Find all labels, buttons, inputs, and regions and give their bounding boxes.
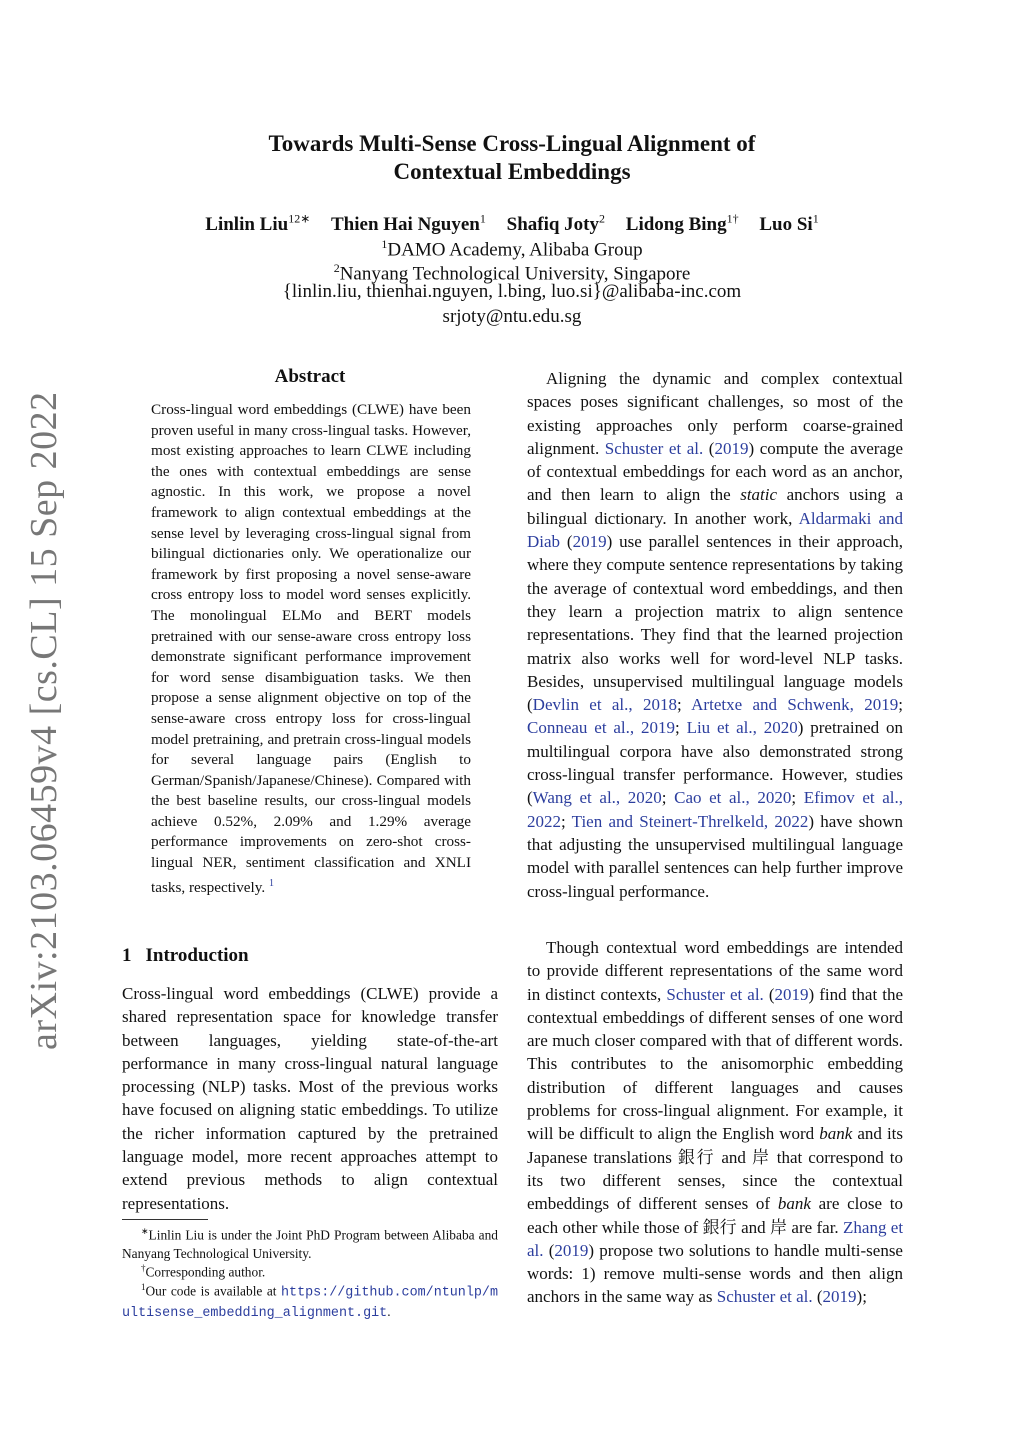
text: ) pretrained on multilingual corpora have also demonstrated strong cross-lingual transfer performance. However, studies ( — [527, 718, 903, 808]
abstract-heading: Abstract — [274, 366, 346, 387]
text: ) have shown that adjusting the unsupervised multilingual language model with parallel sentences can help further improve cross-lingual performance. — [527, 811, 903, 901]
arxiv-identifier: arXiv:2103.06459v4 [cs.CL] 15 Sep 2022 — [23, 391, 65, 1050]
author-emails: {linlin.liu, thienhai.nguyen, l.bing, luo.si}@alibaba-inc.com — [282, 281, 742, 302]
japanese-term: 岸 — [751, 1147, 771, 1167]
title-line-2: Contextual Embeddings — [393, 159, 631, 184]
conjunction: and — [741, 1217, 766, 1237]
abstract-body — [151, 400, 471, 898]
affiliation-text: Nanyang Technological University, Singapore — [339, 263, 691, 285]
author-marks: 1† — [726, 212, 739, 226]
text: Aligning the dynamic and complex contextual spaces poses significant challenges, so most of the existing approaches only perform coarse-grained alignment. — [527, 369, 903, 458]
author-marks: 2 — [599, 212, 606, 226]
section-title: Introduction — [145, 945, 249, 966]
text: anchors using a bilingual dictionary. In another work, — [527, 485, 904, 528]
footnote-ref[interactable]: 1 — [268, 877, 274, 889]
text: that correspond to its two different senses, since the contextual embeddings of different senses of — [527, 1147, 903, 1214]
footnote-text: Our code is available at — [145, 1283, 277, 1299]
right-paragraph-1: Aligning the dynamic and complex contextual spaces poses significant challenges, so most of the existing approaches only perform coarse-grained alignment. Schuster et al. (2019) compute the average of contextual embeddings for each word as an anchor, and then learn to align the static anchors using a bilingual dictionary. In another work, Aldarmaki and Diab (2019) use parallel sentences in their approach, where they compute sentence representations by taking the average of contextual word embeddings, and then they learn a projection matrix to align sentence representations. They find that the learned projection matrix also works well for word-level NLP tasks. Besides, unsupervised multilingual language models (Devlin et al., 2018; Artetxe and Schwenk, 2019; Conneau et al., 2019; Liu et al., 2020) pretrained on multilingual corpora have also demonstrated strong cross-lingual transfer performance. However, studies (Wang et al., 2020; Cao et al., 2020; Efimov et al., 2022; Tien and Steinert-Threlkeld, 2022) have shown that adjusting the unsupervised multilingual language model with parallel sentences can help further improve cross-lingual performance. — [527, 369, 904, 901]
citation-link[interactable]: Wang et al., 2020 — [532, 788, 662, 808]
citation-link[interactable]: Artetxe and Schwenk, 2019 — [691, 695, 899, 715]
citation-link[interactable]: Efimov et al., 2022 — [527, 788, 903, 831]
footnote-1 — [122, 1222, 498, 1264]
text: compute the average of contextual embeddings for each word as an anchor, and then learn to align the — [527, 438, 903, 505]
citation-link[interactable]: Aldarmaki and Diab — [527, 508, 903, 552]
japanese-term: 銀行 — [702, 1217, 737, 1237]
title-line-1: Towards Multi-Sense Cross-Lingual Alignment of — [268, 131, 756, 156]
text: are far. — [791, 1217, 839, 1237]
author-name: Linlin Liu — [205, 214, 289, 236]
text: use parallel sentences in their approach, where they compute sentence representations by taking the average of contextual word embeddings, and then they learn a projection matrix to align sentence representations. They find that the learned projection matrix also works well for word-level NLP tasks. Besides, unsupervised multilingual language models ( — [527, 532, 903, 715]
affiliation-mark: 2 — [333, 261, 340, 275]
right-paragraph-2: Though contextual word embeddings are intended to provide different representations of the same word in distinct contexts, Schuster et al. (2019) find that the contextual embeddings of different senses of one word are much closer compared with that of different words. This contributes to the anisomorphic embedding distribution of different languages and causes problems for cross-lingual alignment. For example, it will be difficult to align the English word bank and its Japanese translations 銀行 and 岸 that correspond to its two different senses, since the contextual embeddings of different senses of bank are close to each other while those of 銀行 and 岸 are far. Zhang et al. (2019) propose two solutions to handle multi-sense words: 1) remove multi-sense words and then align anchors in the same way as Schuster et al. (2019); — [527, 938, 904, 1307]
citation-link[interactable]: Zhang et al. — [527, 1217, 904, 1260]
citation-link[interactable]: Conneau et al., 2019 — [527, 718, 675, 738]
affiliation-mark: 1 — [381, 237, 388, 251]
footnote-text: Corresponding author. — [145, 1264, 266, 1280]
author-name: Luo Si — [759, 214, 813, 236]
author-marks: 12∗ — [288, 212, 311, 226]
citation-link[interactable]: Devlin et al., 2018 — [532, 695, 678, 715]
abstract-text: Cross-lingual word embeddings (CLWE) have been proven useful in many cross-lingual tasks. However, most existing approaches to learn CLWE including the ones with contextual embeddings are sense agnostic. In this work, we propose a novel framework to align contextual embeddings at the sense level by leveraging cross-lingual signal from bilingual dictionaries only. We operationalize our framework by first proposing a novel sense-aware cross entropy loss to model word senses explicitly. The monolingual ELMo and BERT models pretrained with our sense-aware cross entropy loss demonstrate significant performance improvement for word sense disambiguation tasks. We then propose a sense alignment objective on top of the sense-aware cross entropy loss for cross-lingual model pretraining, and pretrain cross-lingual models for several language pairs (English to German/Spanish/Japanese/Chinese). Compared with the best baseline results, our cross-lingual models achieve 0.52%, 2.09% and 1.29% average performance improvements on zero-shot cross-lingual NER, sentiment classification and XNLI tasks, respectively. — [151, 401, 471, 896]
author-name: Thien Hai Nguyen — [331, 214, 480, 236]
text: propose two solutions to handle multi-sense words: 1) remove multi-sense words and then align anchors in the same way as — [527, 1240, 903, 1307]
author-name: Shafiq Joty — [506, 214, 600, 236]
emphasis: static — [740, 485, 778, 505]
footnote-mark: ∗ — [141, 1226, 149, 1236]
text: find that the contextual embeddings of different senses of one word are much closer compared with that of different words. This contributes to the anisomorphic embedding distribution of different languages and causes problems for cross-lingual alignment. For example, it will be difficult to align the English word — [527, 984, 903, 1144]
footnote-text: Linlin Liu is under the Joint PhD Program between Alibaba and Nanyang Technological University. — [122, 1227, 498, 1262]
section-number: 1 — [122, 945, 132, 966]
footnote-divider — [122, 1219, 208, 1220]
footnote-3 — [122, 1278, 498, 1324]
affiliation-text: DAMO Academy, Alibaba Group — [387, 239, 643, 261]
citation-year-link[interactable]: 2019 — [714, 438, 749, 458]
text: Though contextual word embeddings are intended to provide different representations of the same word in distinct contexts, — [527, 938, 903, 1004]
citation-link[interactable]: Liu et al., 2020 — [686, 718, 798, 738]
citation-year-link[interactable]: 2019 — [572, 532, 607, 552]
author-email-secondary: srjoty@ntu.edu.sg — [442, 306, 582, 327]
author-name: Lidong Bing — [625, 214, 727, 236]
citation-year-link[interactable]: 2019 — [774, 984, 809, 1004]
intro-paragraph-1: Cross-lingual word embeddings (CLWE) provide a shared representation space for knowledge transfer between languages, yielding state-of-the-art performance in many cross-lingual natural language processing (NLP) tasks. Most of the previous works have focused on aligning static embeddings. To utilize the richer information captured by the pretrained language model, more recent approaches attempt to extend previous methods to align contextual representations. — [122, 984, 498, 1213]
citation-link[interactable]: Schuster et al. — [604, 438, 704, 458]
emphasis: bank — [819, 1124, 853, 1144]
author-marks: 1 — [812, 212, 819, 226]
conjunction: and — [721, 1147, 746, 1167]
japanese-term: 銀行 — [677, 1147, 716, 1167]
paper-title — [150, 130, 874, 186]
code-repository-link[interactable]: https://github.com/ntunlp/multisense_embedding_alignment.git — [122, 1285, 498, 1322]
citation-link[interactable]: Tien and Steinert-Threlkeld, 2022 — [571, 811, 809, 831]
footnote-end: . — [387, 1304, 391, 1320]
citation-link[interactable]: Schuster et al. — [716, 1287, 813, 1307]
japanese-term: 岸 — [769, 1217, 788, 1237]
footnote-mark: 1 — [141, 1282, 146, 1292]
citation-year-link[interactable]: 2019 — [822, 1287, 857, 1307]
citation-link[interactable]: Schuster et al. — [666, 984, 764, 1004]
author-marks: 1 — [479, 212, 486, 226]
footnote-mark: † — [141, 1263, 146, 1273]
citation-year-link[interactable]: 2019 — [554, 1240, 589, 1260]
text: are close to each other while those of — [527, 1194, 904, 1237]
section-heading-introduction — [122, 945, 249, 967]
citation-link[interactable]: Cao et al., 2020 — [674, 788, 792, 808]
text: ; — [862, 1287, 867, 1307]
emphasis: bank — [777, 1194, 811, 1214]
text: and its Japanese translations — [527, 1124, 904, 1167]
